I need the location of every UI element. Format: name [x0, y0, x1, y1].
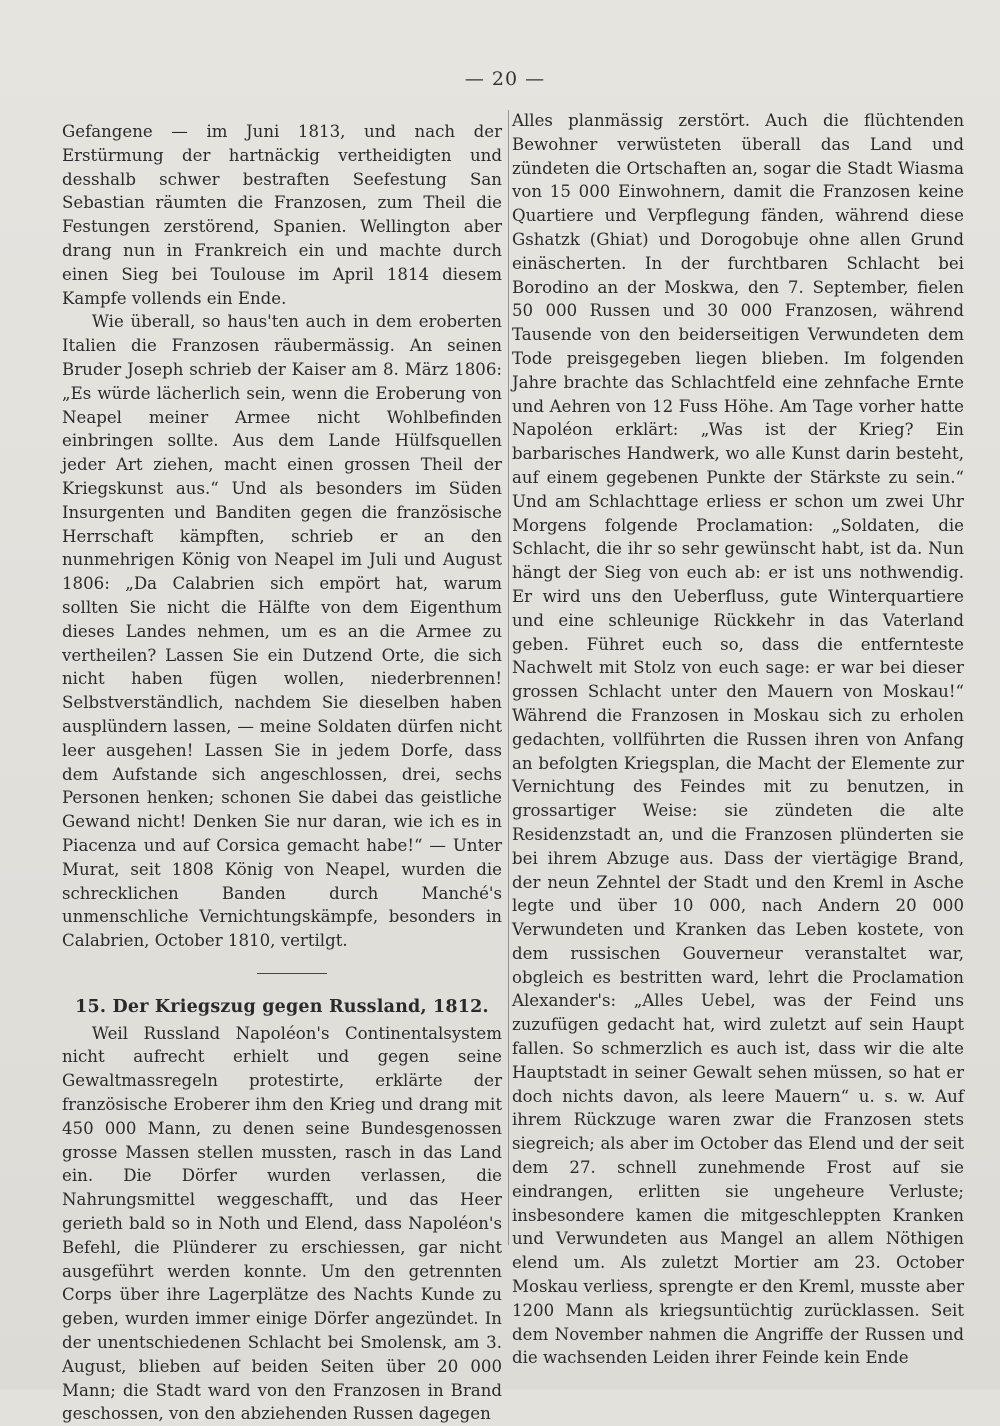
right-column: [512, 109, 964, 1370]
section-heading: 15. Der Kriegszug gegen Russland, 1812.: [75, 996, 489, 1017]
page-number: — 20 —: [464, 68, 546, 90]
paragraph-continued: Gefangene — im Juni 1813, und nach der Erstürmung der hartnäckig vertheidigten und desshalb schwer bestraften Seefestung San Sebastian räumten die Franzosen, zum Theil die Festungen zerstörend, Spanien. Wellington aber drang nun in Frankreich ein und machte durch einen Sieg bei Toulouse im April 1814 diesem Kampfe vollends ein Ende.: [62, 122, 502, 308]
paragraph-borodino-moscow: Alles planmässig zerstört. Auch die flüchtenden Bewohner verwüsteten überall das Land und zündeten die Ortschaften an, sogar die Stadt Wiasma von 15 000 Einwohnern, damit die Franzosen keine Quartiere und Verpflegung fänden, während diese Gshatzk (Ghiat) und Dorogobuje ohne allen Grund einäscherten. In der furchtbaren Schlacht bei Borodino an der Moskwa, den 7. September, fielen 50 000 Russen und 30 000 Franzosen, während Tausende von den beiderseitigen Verwundeten dem Tode preisgegeben liegen blieben. Im folgenden Jahre brachte das Schlachtfeld eine zehnfache Ernte und Aehren von 12 Fuss Höhe. Am Tage vorher hatte Napoléon erklärt: „Was ist der Krieg? Ein barbarisches Handwerk, wo alle Kunst darin besteht, auf einem gegebenen Punkte der Stärkste zu sein.“ Und am Schlachttage erliess er schon um zwei Uhr Morgens folgende Proclamation: „Soldaten, die Schlacht, die ihr so sehr gewünscht habt, ist da. Nun hängt der Sieg von euch ab: er ist uns nothwendig. Er wird uns den Ueberfluss, gute Winterquartiere und eine schleunige Rückkehr in das Vaterland geben. Führet euch so, dass die entfernteste Nachwelt mit Stolz von euch sage: er war bei dieser grossen Schlacht unter den Mauern von Moskau!“ Während die Franzosen in Moskau sich zu erholen gedachten, vollführten die Russen ihren von Anfang an befolgten Kriegsplan, die Macht der Elemente zur Vernichtung des Feindes mit zu benutzen, in grossartiger Weise: sie zündeten die alte Residenzstadt an, und die Franzosen plünderten sie bei ihrem Abzuge aus. Dass der viertägige Brand, der neun Zehntel der Stadt und den Kreml in Asche legte und über 10 000, nach Andern 20 000 Verwundeten und Kranken das Leben kostete, von dem russischen Gouverneur veranstaltet war, obgleich es bestritten ward, lehrt die Proclamation Alexander's: „Alles Uebel, was der Feind uns zuzufügen gedacht hat, wird zuletzt auf sein Haupt fallen. So schmerzlich es auch ist, dass wir die alte Hauptstadt in seiner Gewalt sehen müssen, so hat er doch nichts davon, als leere Mauern“ u. s. w. Auf ihrem Rückzuge waren zwar die Franzosen stets siegreich; als aber im October das Elend und der seit dem 27. schnell zunehmende Frost auf sie eindrangen, erlitten sie ungeheure Verluste; insbesondere kamen die mitgeschleppten Kranken und Verwundeten aus Mangel an allem Nöthigen elend um. Als zuletzt Mortier am 23. October Moskau verliess, sprengte er den Kreml, musste aber 1200 Mann als kriegsuntüchtig zurücklassen. Seit dem November nahmen die Angriffe der Russen und die wachsenden Leiden ihrer Feinde kein Ende: [512, 111, 964, 1368]
section-divider-rule: [257, 973, 327, 974]
paragraph-italy: Wie überall, so haus'ten auch in dem eroberten Italien die Franzosen räubermässig. An seinen Bruder Joseph schrieb der Kaiser am 8. März 1806: „Es würde lächerlich sein, wenn die Eroberung von Neapel meiner Armee nicht Wohlbefinden einbringen sollte. Aus dem Lande Hülfsquellen jeder Art ziehen, macht einen grossen Theil der Kriegskunst aus.“ Und als besonders im Süden Insurgenten und Banditen gegen die französische Herrschaft kämpften, schrieb er an den nunmehrigen König von Neapel im Juli und August 1806: „Da Calabrien sich empört hat, warum sollten Sie nicht die Hälfte von dem Eigenthum dieses Landes nehmen, um es an die Armee zu vertheilen? Lassen Sie ein Dutzend Orte, die sich nicht haben fügen wollen, niederbrennen! Selbstverständlich, nachdem Sie dieselben haben ausplündern lassen, — meine Soldaten dürfen nicht leer ausgehen! Lassen Sie in jedem Dorfe, dass dem Aufstande sich angeschlossen, drei, sechs Personen henken; schonen Sie dabei das geistliche Gewand nicht! Denken Sie nur daran, wie ich es in Piacenza und auf Corsica gemacht habe!“ — Unter Murat, seit 1808 König von Neapel, wurden die schrecklichen Banden durch Manché's unmenschliche Vernichtungskämpfe, besonders in Calabrien, October 1810, vertilgt.: [62, 312, 502, 951]
left-column: [62, 120, 502, 1426]
column-divider: [508, 110, 509, 1245]
paragraph-russia-campaign: Weil Russland Napoléon's Continentalsystem nicht aufrecht erhielt und gegen seine Gewaltmassregeln protestirte, erklärte der französische Eroberer ihm den Krieg und drang mit 450 000 Mann, zu denen seine Bundesgenossen grosse Massen stellen mussten, rasch in das Land ein. Die Dörfer wurden verlassen, die Nahrungsmittel weggeschafft, und das Heer gerieth bald so in Noth und Elend, dass Napoléon's Befehl, die Plünderer zu erschiessen, gar nicht ausgeführt werden konnte. Um den getrennten Corps über ihre Lagerplätze des Nachts Kunde zu geben, wurden immer einige Dörfer angezündet. In der unentschiedenen Schlacht bei Smolensk, am 3. August, blieben auf beiden Seiten über 20 000 Mann; die Stadt ward von den Franzosen in Brand geschossen, von den abziehenden Russen dagegen: [62, 1023, 502, 1424]
